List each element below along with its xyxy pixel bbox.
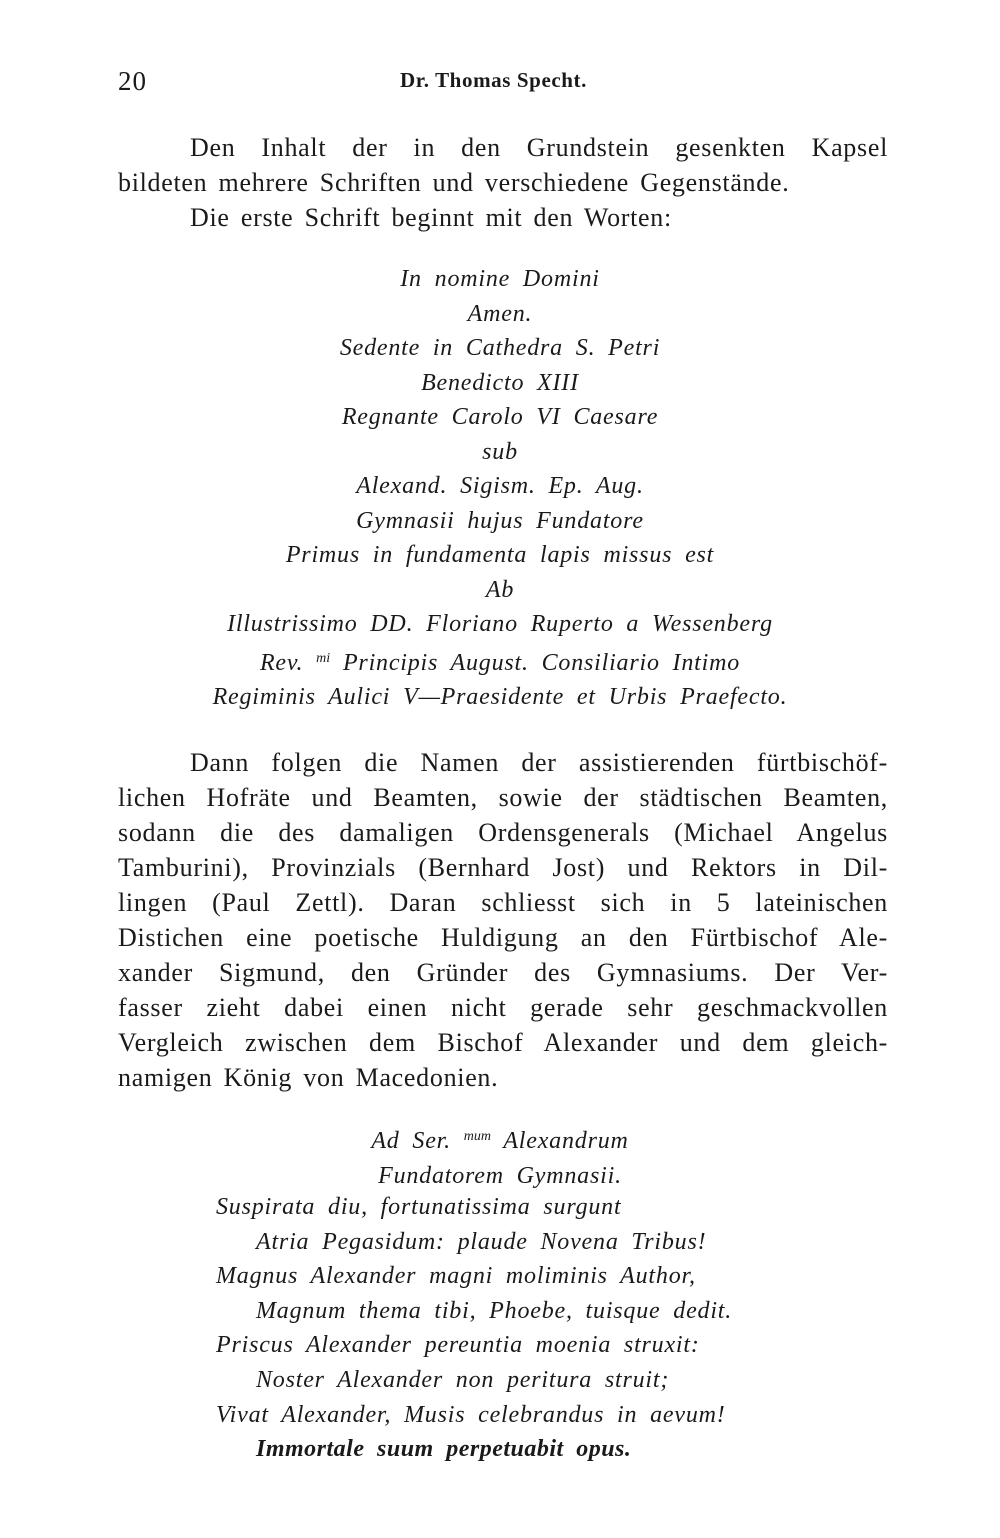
inscription-line-rev [150, 642, 850, 681]
inscription-line: Ab [485, 576, 515, 603]
body-line: lingen (Paul Zettl). Daran schliesst sich in 5 lateinischen [118, 888, 888, 917]
inscription-line: In nomine Domini [400, 266, 600, 292]
page-number: 20 [118, 66, 147, 96]
poem-pentameter: Magnum thema tibi, Phoebe, tuisque dedit. [256, 1297, 733, 1324]
body-line: Tamburini), Provinzials (Bernhard Jost) und Rektors in Dil- [118, 853, 888, 882]
poem-hexameter: Priscus Alexander pereuntia moenia struxit: [216, 1332, 700, 1359]
intro-sentence [118, 200, 888, 235]
body-line: Dann folgen die Namen der assistierenden fürtbischöf- [190, 748, 888, 777]
latin-inscription [150, 262, 850, 715]
body-line: Vergleich zwischen dem Bischof Alexander und dem gleich- [118, 1028, 888, 1057]
body-line: fasser zieht dabei einen nicht gerade sehr geschmackvollen [118, 993, 888, 1022]
inscription-line: Amen. [467, 300, 533, 327]
inscription-line: Benedicto XIII [421, 369, 579, 396]
rev-superscript: mi [316, 650, 331, 666]
poem-pentameter: Atria Pegasidum: plaude Novena Tribus! [256, 1228, 707, 1255]
inscription-line: Regnante Carolo VI Caesare [341, 404, 659, 430]
body-paragraph [118, 745, 888, 1095]
poem-hexameter: Magnus Alexander magni moliminis Author, [216, 1263, 696, 1290]
dedication-name: Alexandrum [503, 1128, 629, 1154]
poem-dedication [150, 1120, 850, 1193]
inscription-line: Sedente in Cathedra S. Petri [339, 335, 661, 361]
inscription-line: Alexand. Sigism. Ep. Aug. [356, 473, 644, 499]
body-line: xander Sigmund, den Gründer des Gymnasiums. Der Ver- [118, 958, 888, 987]
body-line: namigen König von Macedonien. [118, 1063, 499, 1092]
page-header [118, 62, 890, 102]
body-line: Distichen eine poetische Huldigung an den Fürtbischof Ale- [118, 923, 888, 952]
inscription-line: Regiminis Aulici V—Praesidente et Urbis Praefecto. [212, 684, 788, 710]
dedication-line [150, 1120, 850, 1159]
body-line: sodann die des damaligen Ordensgenerals (Michael Angelus [118, 818, 888, 847]
dedication-line: Fundatorem Gymnasii. [378, 1162, 622, 1189]
inscription-line: Gymnasii hujus Fundatore [356, 507, 644, 534]
poem-hexameter: Vivat Alexander, Musis celebrandus in aevum! [216, 1401, 726, 1428]
body-line: lichen Hofräte und Beamten, sowie der städtischen Beamten, [118, 783, 888, 812]
intro-line: Die erste Schrift beginnt mit den Worten: [190, 203, 672, 232]
rev-rest: Principis August. Consiliario Intimo [342, 649, 741, 676]
dedication-superscript: mum [463, 1129, 491, 1144]
intro-line: Den Inhalt der in den Grundstein gesenkten Kapsel [190, 133, 888, 162]
latin-poem [216, 1190, 836, 1467]
intro-line: bildeten mehrere Schriften und verschiedene Gegenstände. [118, 168, 790, 197]
intro-paragraph [118, 130, 888, 200]
running-head: Dr. Thomas Specht. [400, 68, 588, 92]
rev-abbrev: Rev. [259, 649, 304, 676]
poem-pentameter: Immortale suum perpetuabit opus. [256, 1436, 632, 1463]
inscription-line: sub [482, 438, 518, 465]
poem-hexameter: Suspirata diu, fortunatissima surgunt [216, 1194, 622, 1220]
inscription-line: Illustrissimo DD. Floriano Ruperto a Wessenberg [227, 611, 773, 637]
poem-pentameter: Noster Alexander non peritura struit; [256, 1366, 670, 1393]
dedication-ad: Ad Ser. [371, 1128, 451, 1154]
inscription-line: Primus in fundamenta lapis missus est [285, 542, 715, 568]
